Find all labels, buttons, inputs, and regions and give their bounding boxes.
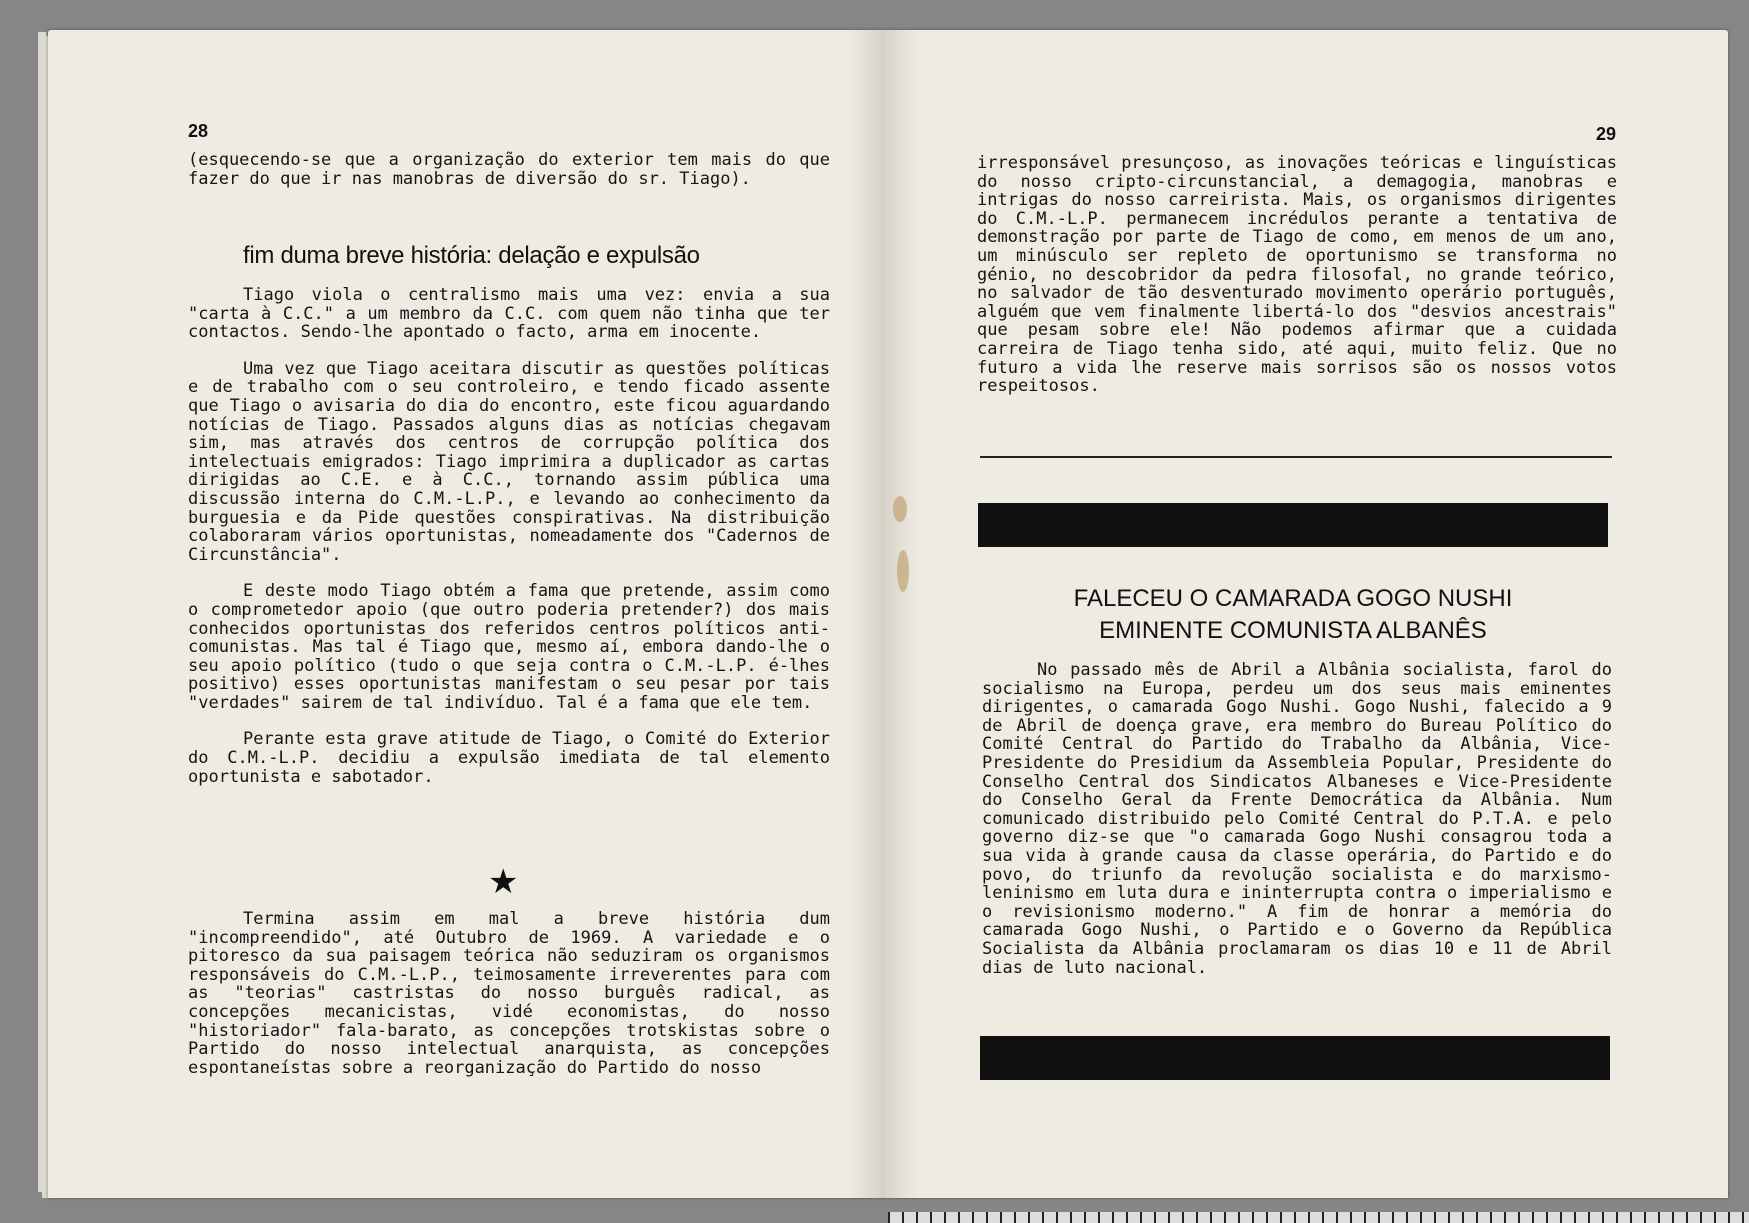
paragraph: Tiago viola o centralismo mais uma vez: envia a sua "carta à C.C." a um membro da C.C. com quem não tinha que ter contactos. Sendo-lhe apontado o facto, arma em inocente. [188, 285, 830, 343]
obituary-title-line-2: EMINENTE COMUNISTA ALBANÊS [1099, 617, 1487, 644]
star-separator: ★ [488, 862, 519, 902]
page-number-left: 28 [188, 121, 209, 141]
paragraph: Termina assim em mal a breve história dum "incompreendido", até Outubro de 1969. A variedade e o pitoresco da sua paisagem teórica não seduziram os organismos responsáveis do C.M.-L.P., teimosamente irreverentes para com as "teorias" castristas do nosso burguês radical, as concepções mecanicistas, vidé economistas, do nosso "historiador" fala-barato, as concepções trotskistas sobre o Partido do nosso intelectual anarquista, as concepções espontaneístas sobre a reorganização do Partido do nosso [188, 909, 830, 1078]
section-heading: fim duma breve história: delação e expulsão [243, 242, 700, 269]
right-page-continuation [977, 154, 1617, 414]
horizontal-rule [980, 456, 1612, 458]
paragraph: E deste modo Tiago obtém a fama que pretende, assim como o comprometedor apoio (que outro poderia pretender?) dos mais conhecidos oportunistas dos referidos centros políticos anti-comunistas. Mas tal é Tiago que, mesmo aí, embora dando-lhe o seu apoio político (tudo o que seja contra o C.M.-L.P. é-lhes positivo) esses oportunistas manifestam o seu pesar por tais "verdades" sairem de tal indivíduo. Tal é a fama que ele tem. [188, 581, 830, 713]
paragraph: Uma vez que Tiago aceitara discutir as questões políticas e de trabalho com o seu controleiro, e tendo ficado assente que Tiago o avisaria do dia do encontro, este ficou aguardando notícias de Tiago. Passados alguns dias as notícias chegavam sim, mas através dos centros de corrupção política dos intelectuais emigrados: Tiago imprimira a duplicador as cartas dirigidas ao C.E. e à C.C., tornando assim pública uma discussão interna do C.M.-L.P., e levando ao conhecimento da burguesia e da Pide questões conspirativas. Na distribuição colaboraram vários oportunistas, nomeadamente dos "Cadernos de Circunstância". [188, 358, 830, 565]
page-number-right: 29 [1596, 124, 1617, 144]
paragraph: Perante esta grave atitude de Tiago, o Comité do Exterior do C.M.-L.P. decidiu a expulsão imediata de tal elemento oportunista e sabotador. [188, 729, 830, 787]
left-page-body [188, 286, 830, 804]
obituary-title-line-1: FALECEU O CAMARADA GOGO NUSHI [1073, 585, 1513, 612]
obituary-body [982, 661, 1612, 995]
scale-ruler [888, 1212, 1749, 1223]
obituary-title [978, 583, 1608, 647]
paper-stain [897, 550, 909, 592]
book-gutter [848, 30, 918, 1198]
left-page-closing [188, 910, 830, 1095]
paragraph: No passado mês de Abril a Albânia socialista, farol do socialismo na Europa, perdeu um dos seus mais eminentes dirigentes, o camarada Gogo Nushi. Gogo Nushi, falecido a 9 de Abril de doença grave, era membro do Bureau Político do Comité Central do Partido do Trabalho da Albânia, Vice-Presidente do Presidium da Assembleia Popular, Presidente do Conselho Central dos Sindicatos Albaneses e Vice-Presidente do Conselho Geral da Frente Democrática da Albânia. Num comunicado distribuido pelo Comité Central do P.T.A. e pelo governo diz-se que "o camarada Gogo Nushi consagrou toda a sua vida à grande causa da classe operária, do Partido e do povo, do triunfo da revolução socialista e do marxismo-leninismo em luta dura e ininterrupta contra o imperialismo e o revisionismo moderno." A fim de honrar a memória do camarada Gogo Nushi, o Partido e o Governo da República Socialista da Albânia proclamaram os dias 10 e 11 de Abril dias de luto nacional. [982, 660, 1612, 978]
paragraph: (esquecendo-se que a organização do exterior tem mais do que fazer do que ir nas manobras de diversão do sr. Tiago). [188, 150, 830, 189]
left-page-top-text [188, 151, 830, 206]
paragraph: irresponsável presunçoso, as inovações teóricas e linguísticas do nosso cripto-circunstancial, a demagogia, manobras e intrigas do nosso carreirista. Mais, os organismos dirigentes do C.M.-L.P. permanecem incrédulos perante a tentativa de demonstração por parte de Tiago de como, em menos de um ano, um minúsculo ser repleto de oportunismo se transforma no génio, no descobridor da pedra filosofal, no grande teórico, no salvador de tão desventurado movimento operário português, alguém que vem finalmente libertá-lo dos "desvios ancestrais" que pesam sobre ele! Não podemos afirmar que a cuidada carreira de Tiago tenha sido, até aqui, muito feliz. Que no futuro a vida lhe reserve mais sorrisos são os nossos votos respeitosos. [977, 153, 1617, 397]
mourning-band-top [978, 503, 1608, 547]
mourning-band-bottom [980, 1036, 1610, 1080]
paper-stain [893, 496, 907, 522]
